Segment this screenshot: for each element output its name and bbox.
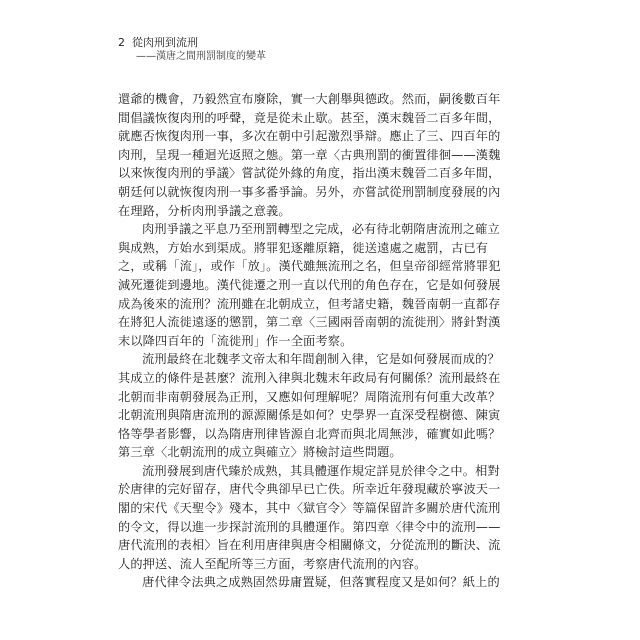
paragraph-5 <box>118 573 502 592</box>
running-header <box>118 36 518 70</box>
paragraph-3 <box>118 350 502 462</box>
text-line: 肉刑，呈現一種迴光返照之態。第一章〈古典刑罰的衝置徘徊——漢魏 <box>118 147 501 162</box>
text-line: 與成熟，方始水到渠成。將罪犯逐離原籍，徙送遠處之處罰，古已有 <box>118 240 489 255</box>
text-line: 北朝而非南朝發展為正刑，又應如何理解呢？周隋流刑有何重大改革？ <box>118 389 501 404</box>
text-line: 流刑最終在北魏孝文帝太和年間創制入律，它是如何發展而成的？ <box>142 352 500 367</box>
body-text <box>118 90 502 592</box>
text-line: 人的押送、流人至配所等三方面，考察唐代流刑的內容。 <box>118 556 427 571</box>
paragraph-1 <box>118 90 502 220</box>
text-line: 以來恢復肉刑的爭議〉嘗試從外緣的角度，指出漢末魏晉二百多年間， <box>118 166 501 181</box>
text-line: 於唐律的完好留存，唐代令典卻早已亡佚。所幸近年發現藏於寧波天一 <box>118 482 501 497</box>
text-line: 成為後來的流刑？流刑雖在北朝成立，但考諸史籍，魏晉南朝一直都存 <box>118 296 501 311</box>
text-line: 在將犯人流徙遠逐的懲罰，第二章〈三國兩晉南朝的流徙刑〉將針對漢 <box>118 315 501 330</box>
text-line: 在理路，分析肉刑爭議之意義。 <box>118 203 291 218</box>
running-header-title: 從肉刑到流刑 <box>132 36 198 49</box>
page-number: 2 <box>118 36 125 49</box>
text-line: 唐代流刑的表相〉旨在利用唐律與唐令相關條文，分從流刑的斷決、流 <box>118 538 501 553</box>
text-line: 末以降四百年的「流徙刑」作一全面考察。 <box>118 333 353 348</box>
text-line: 其成立的條件是甚麼？流刑入律與北魏末年政局有何關係？流刑最終在 <box>118 370 501 385</box>
text-line: 之，或稱「流」，或作「放」。漢代雖無流刑之名，但皇帝卻經常將罪犯 <box>118 259 501 274</box>
text-line: 北朝流刑與隋唐流刑的源源關係是如何？史學界一直深受程樹德、陳寅 <box>118 408 501 423</box>
paragraph-2 <box>118 220 502 350</box>
text-line: 唐代律令法典之成熟固然毋庸置疑，但落實程度又是如何？紙上的 <box>142 575 500 590</box>
text-line: 朝廷何以就恢復肉刑一事多番爭論。另外，亦嘗試從刑罰制度發展的內 <box>118 184 501 199</box>
text-line: 閣的宋代《天聖令》殘本，其中〈獄官令〉等篇保留許多關於唐代流刑 <box>118 501 501 516</box>
text-line: 間倡議恢復肉刑的呼聲，竟是從未止歇。甚至，漢末魏晉二百多年間， <box>118 110 501 125</box>
text-line: 的令文，得以進一步探討流刑的具體運作。第四章〈律令中的流刑—— <box>118 519 501 534</box>
text-line: 肉刑爭議之平息乃至刑罰轉型之完成，必有待北朝隋唐流刑之確立 <box>142 222 500 237</box>
text-line: 減死遷徙到邊地。漢代徙遷之刑一直以代刑的角色存在，它是如何發展 <box>118 277 501 292</box>
text-line: 流刑發展到唐代臻於成熟，其具體運作規定詳見於律令之中。相對 <box>142 463 500 478</box>
running-header-subtitle: ——漢唐之間刑罰制度的變革 <box>136 51 266 62</box>
text-line: 恪等學者影響，以為隋唐刑律皆源自北齊而與北周無涉，確實如此嗎？ <box>118 426 501 441</box>
text-line: 就應否恢復肉刑一事，多次在朝中引起激烈爭辯。應止了三、四百年的 <box>118 129 501 144</box>
text-line: 第三章〈北朝流刑的成立與確立〉將檢討這些問題。 <box>118 445 402 460</box>
paragraph-4 <box>118 462 502 574</box>
text-line: 還爺的機會，乃毅然宣布廢除，實一大創舉與德政。然而，嗣後數百年 <box>118 92 501 106</box>
